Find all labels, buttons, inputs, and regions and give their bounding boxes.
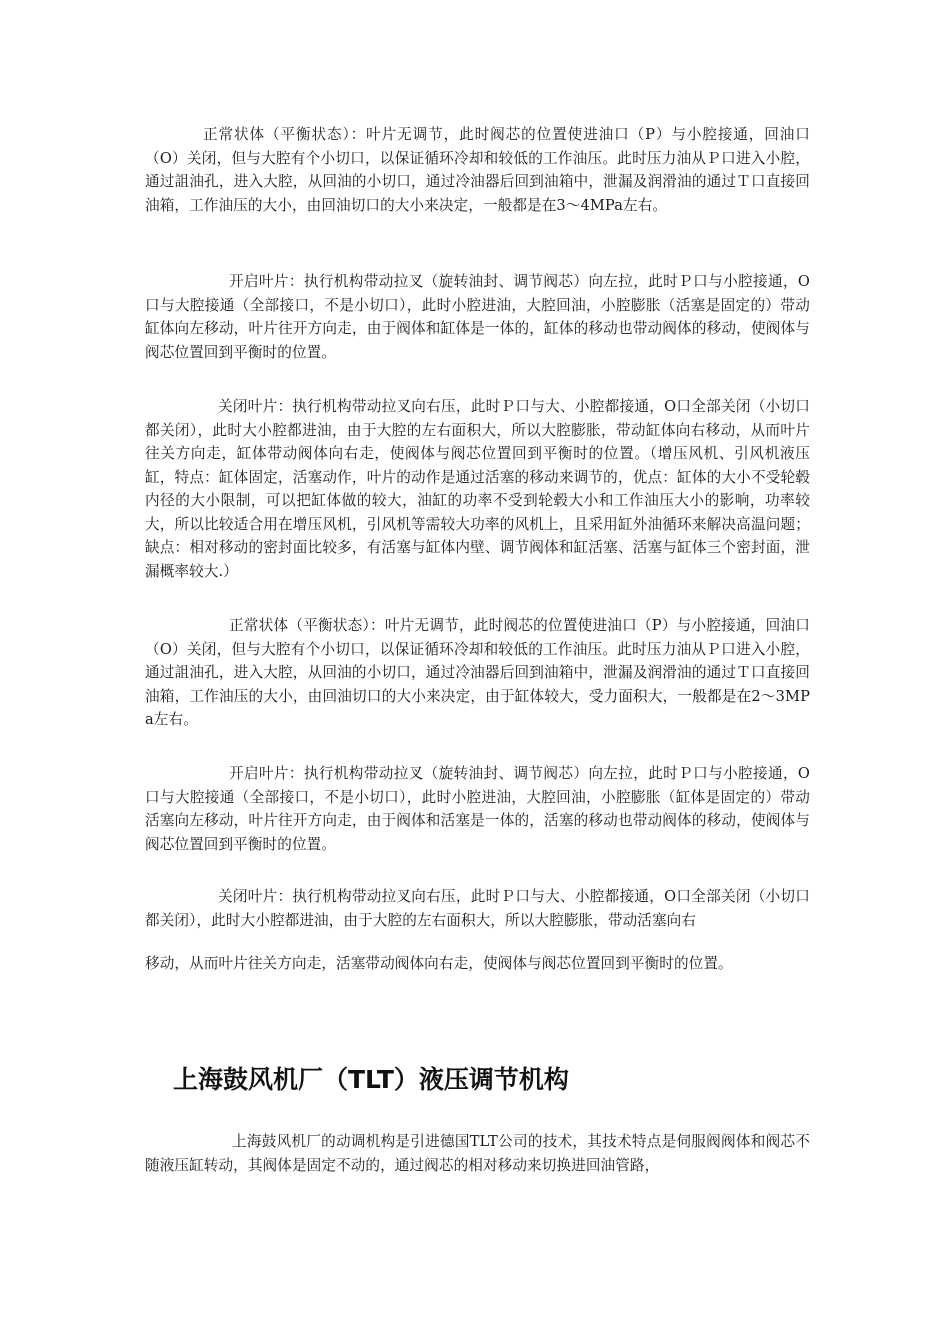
paragraph-close-blade-2: 关闭叶片：执行机构带动拉叉向右压，此时Ｐ口与大、小腔都接通，O口全部关闭（小切口都关闭），此时大小腔都进油，由于大腔的左右面积大，所以大腔膨胀，带动活塞向右 [145, 888, 810, 929]
paragraph-normal-state-2: 正常状体（平衡状态）：叶片无调节，此时阀芯的位置使进油口（P）与小腔接通，回油口（O）关闭，但与大腔有个小切口，以保证循环冷却和较低的工作油压。此时压力油从Ｐ口进入小腔，通过詛油孔，进入大腔，从回油的小切口，通过冷油器后回到油箱中，泄漏及润滑油的通过Ｔ口直接回油箱，工作油压的大小，由回油切口的大小来决定，由于缸体较大，受力面积大，一般都是在2～3MPa左右。 [145, 617, 810, 728]
paragraph-normal-state-1: 正常状体（平衡状态）：叶片无调节，此时阀芯的位置使进油口（P）与小腔接通，回油口（O）关闭，但与大腔有个小切口，以保证循环冷却和较低的工作油压。此时压力油从Ｐ口进入小腔，通过詛油孔，进入大腔，从回油的小切口，通过冷油器后回到油箱中，泄漏及润滑油的通过Ｔ口直接回油箱，工作油压的大小，由回油切口的大小来决定，一般都是在3～4MPa左右。 [145, 126, 810, 214]
paragraph-close-blade-1: 关闭叶片：执行机构带动拉叉向右压，此时Ｐ口与大、小腔都接通，O口全部关闭（小切口都关闭），此时大小腔都进油，由于大腔的左右面积大，所以大腔膨胀，带动缸体向右移动，从而叶片往关方向走，缸体带动阀体向右走，使阀体与阀芯位置回到平衡时的位置。（增压风机、引风机液压缸，特点：缸体固定，活塞动作，叶片的动作是通过活塞的移动来调节的，优点：缸体的大小不受轮毂内径的大小限制，可以把缸体做的较大，油缸的功率不受到轮毂大小和工作油压大小的影响，功率较大，所以比较适合用在增压风机，引风机等需较大功率的风机上，且采用缸外油循环来解决高温问题；缺点：相对移动的密封面比较多，有活塞与缸体内壁、调节阀体和缸活塞、活塞与缸体三个密封面，泄漏概率较大.） [145, 398, 810, 580]
paragraph-tlt-intro: 上海鼓风机厂的动调机构是引进德国TLT公司的技术，其技术特点是伺服阀阀体和阀芯不随液压缸转动，其阀体是固定不动的，通过阀芯的相对移动来切换进回油管路， [145, 1133, 810, 1174]
paragraph-open-blade-1: 开启叶片：执行机构带动拉叉（旋转油封、调节阀芯）向左拉，此时Ｐ口与小腔接通，O口与大腔接通（全部接口，不是小切口），此时小腔进油，大腔回油，小腔膨胀（活塞是固定的）带动缸体向左移动，叶片往开方向走，由于阀体和缸体是一体的，缸体的移动也带动阀体的移动，使阀体与阀芯位置回到平衡时的位置。 [145, 273, 810, 361]
paragraph-open-blade-2: 开启叶片：执行机构带动拉叉（旋转油封、调节阀芯）向左拉，此时Ｐ口与小腔接通，O口与大腔接通（全部接口，不是小切口），此时小腔进油，大腔回油，小腔膨胀（缸体是固定的）带动活塞向左移动，叶片往开方向走，由于阀体和活塞是一体的，活塞的移动也带动阀体的移动，使阀体与阀芯位置回到平衡时的位置。 [145, 765, 810, 853]
paragraph-close-blade-2-continued: 移动，从而叶片往关方向走，活塞带动阀体向右走，使阀体与阀芯位置回到平衡时的位置。 [145, 955, 733, 972]
section-heading: 上海鼓风机厂（TLT）液压调节机构 [173, 1065, 569, 1094]
